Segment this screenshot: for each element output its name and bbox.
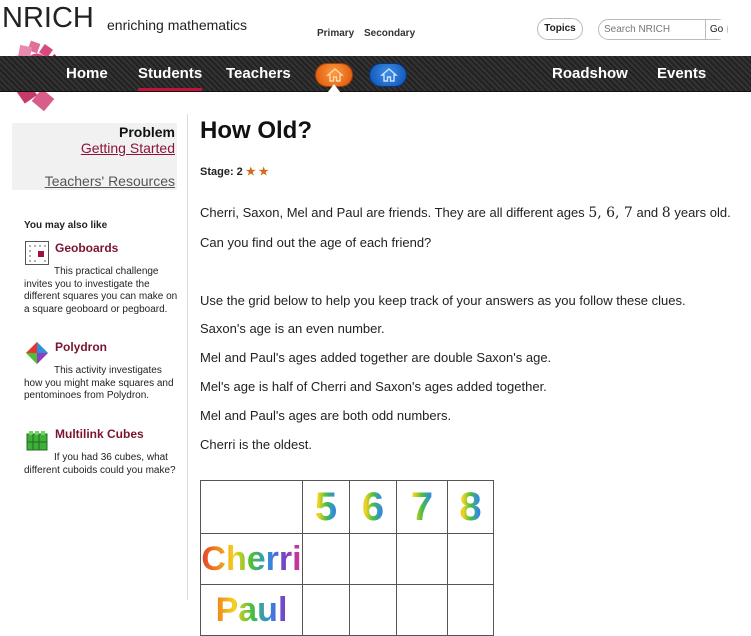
question-text: Can you find out the age of each friend?	[200, 235, 432, 250]
grid-corner-cell	[201, 481, 303, 534]
clue-text: Mel and Paul's ages added together are double Saxon's age.	[200, 350, 552, 365]
grid-row-header	[201, 585, 303, 636]
related-desc-polydron: This activity investigates how you might make squares and pentominoes from Polydron.	[24, 365, 174, 401]
intro-and: and	[636, 205, 659, 220]
clue-text: Saxon's age is an even number.	[200, 321, 385, 336]
search-go-button[interactable]: Go	[705, 20, 727, 39]
related-desc-geoboards: This practical challenge invites you to investigate the different squares you can make on a square geoboard or pegboard.	[24, 266, 178, 315]
polydron-icon[interactable]	[25, 341, 49, 365]
friend-name: Cherri	[201, 534, 302, 584]
multilink-cubes-icon[interactable]	[25, 428, 49, 452]
grid-cell[interactable]	[397, 534, 448, 585]
level-label-secondary: Secondary	[364, 28, 416, 39]
geoboard-icon[interactable]	[25, 241, 49, 265]
grid-cell[interactable]	[448, 585, 494, 636]
age-label: 5	[303, 481, 349, 533]
grid-cell[interactable]	[303, 585, 350, 636]
nav-students[interactable]: Students	[138, 65, 203, 82]
age-label: 8	[448, 481, 493, 533]
clue-text: Use the grid below to help you keep track of your answers as you follow these clues.	[200, 293, 686, 308]
grid-col-header	[303, 481, 350, 534]
grid-cell[interactable]	[350, 534, 397, 585]
tab-problem[interactable]: Problem	[118, 124, 175, 140]
sidebar-divider	[187, 114, 188, 600]
grid-cell[interactable]	[350, 585, 397, 636]
main-navbar	[0, 56, 751, 92]
clue-text: Cherri is the oldest.	[200, 437, 312, 452]
home-icon	[381, 68, 397, 82]
grid-cell[interactable]	[303, 534, 350, 585]
age-label: 7	[397, 481, 447, 533]
grid-cell[interactable]	[448, 534, 494, 585]
tab-teachers-resources[interactable]: Teachers' Resources	[44, 173, 175, 189]
nav-home[interactable]: Home	[66, 65, 108, 82]
nav-events[interactable]: Events	[657, 65, 707, 82]
you-may-also-like-heading: You may also like	[24, 220, 108, 231]
problem-tabs	[12, 123, 177, 190]
tagline: enriching mathematics	[107, 17, 248, 33]
nav-roadshow[interactable]: Roadshow	[552, 65, 628, 82]
age-last: 8	[661, 205, 671, 221]
ages-list: 5, 6, 7	[588, 205, 633, 221]
search-input[interactable]	[599, 20, 705, 39]
friend-name: Paul	[201, 585, 302, 635]
secondary-home-button[interactable]	[369, 63, 407, 87]
active-level-pointer	[328, 84, 340, 92]
intro-text: Cherri, Saxon, Mel and Paul are friends. They are all different ages	[200, 205, 585, 220]
nav-teachers[interactable]: Teachers	[226, 65, 291, 82]
grid-col-header	[397, 481, 448, 534]
grid-row	[201, 534, 494, 585]
tab-getting-started[interactable]: Getting Started	[80, 140, 175, 156]
stage-stars-icon: ★ ★	[245, 166, 269, 178]
grid-col-header	[350, 481, 397, 534]
related-desc-multilink-cubes: If you had 36 cubes, what different cuboids could you make?	[24, 452, 176, 476]
related-title-geoboards[interactable]: Geoboards	[55, 241, 119, 255]
grid-row-header	[201, 534, 303, 585]
search-box	[598, 19, 728, 40]
intro-paragraph	[200, 205, 731, 221]
nrich-logo[interactable]: NRICH	[2, 2, 94, 34]
stage-label	[200, 165, 269, 178]
related-title-polydron[interactable]: Polydron	[55, 340, 108, 354]
level-label-primary: Primary	[317, 28, 355, 39]
stage-text: Stage: 2	[200, 166, 243, 178]
home-icon	[327, 68, 343, 82]
grid-header-row	[201, 481, 494, 534]
page-title: How Old?	[200, 117, 312, 144]
age-label: 6	[350, 481, 396, 533]
grid-col-header	[448, 481, 494, 534]
grid-cell[interactable]	[397, 585, 448, 636]
grid-row	[201, 585, 494, 636]
related-title-multilink-cubes[interactable]: Multilink Cubes	[55, 427, 144, 441]
topics-button[interactable]: Topics	[537, 18, 583, 40]
clue-text: Mel's age is half of Cherri and Saxon's ages added together.	[200, 379, 547, 394]
intro-end: years old.	[674, 205, 731, 220]
age-grid	[200, 480, 494, 636]
clue-text: Mel and Paul's ages are both odd numbers.	[200, 408, 452, 423]
